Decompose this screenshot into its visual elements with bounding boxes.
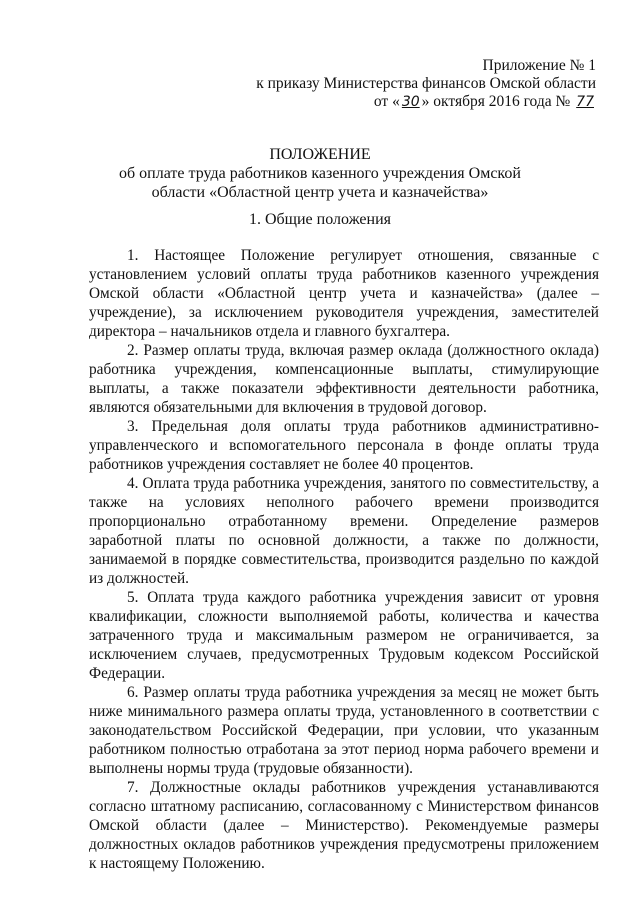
paragraph-5: 5. Оплата труда каждого работника учреждения зависит от уровня квалификации, сложности выполняемой работы, количества и качества затраченного труда и максимальным размером не ограничивается, за исключением случаев, предусмотренных Трудовым кодексом Российской Федерации. xyxy=(89,589,599,682)
appendix-header xyxy=(256,57,596,111)
paragraph-1: 1. Настоящее Положение регулирует отношения, связанные с установлением условий оплаты труда работников казенного учреждения Омской области «Областной центр учета и казначейства» (далее – учреждение), за исключением руководителя учреждения, заместителей директора – начальников отдела и главного бухгалтера. xyxy=(89,247,599,340)
paragraph-7: 7. Должностные оклады работников учреждения устанавливаются согласно штатному расписанию, согласованному с Министерством финансов Омской области (далее – Министерство). Рекомендуемые размеры должностных окладов работников учреждения предусмотрены приложением к настоящему Положению. xyxy=(89,779,599,872)
paragraph-6: 6. Размер оплаты труда работника учреждения за месяц не может быть ниже минимального размера оплаты труда, установленного в соответствии с законодательством Российской Федерации, при условии, что указанным работником полностью отработана за этот период норма рабочего времени и выполнены нормы труда (трудовые обязанности). xyxy=(89,684,599,777)
handwritten-order-number: 77 xyxy=(576,94,594,110)
date-middle: » октября 2016 года № xyxy=(421,93,571,110)
document-title xyxy=(0,145,640,202)
paragraph-3: 3. Предельная доля оплаты труда работников административно-управленческого и вспомогательного персонала в фонде оплаты труда работников учреждения составляет не более 40 процентов. xyxy=(89,418,599,473)
appendix-line-1: Приложение № 1 xyxy=(482,57,596,74)
document-body xyxy=(89,246,599,873)
paragraph-2: 2. Размер оплаты труда, включая размер оклада (должностного оклада) работника учреждения, компенсационные выплаты, стимулирующие выплаты, а также показатели эффективности деятельности работника, являются обязательными для включения в трудовой договор. xyxy=(89,342,599,416)
title-line-1: ПОЛОЖЕНИЕ xyxy=(269,146,371,163)
title-line-3: области «Областной центр учета и казначейства» xyxy=(151,184,489,201)
appendix-line-2: к приказу Министерства финансов Омской области xyxy=(256,75,596,92)
appendix-date-line xyxy=(256,93,596,111)
paragraph-4: 4. Оплата труда работника учреждения, занятого по совместительству, а также на условиях неполного рабочего времени производится пропорционально отработанному времени. Определение размеров заработной платы по основной должности, а также по должности, занимаемой в порядке совместительства, производится раздельно по каждой из должностей. xyxy=(89,475,599,587)
section-heading: 1. Общие положения xyxy=(248,211,392,228)
title-line-2: об оплате труда работников казенного учреждения Омской xyxy=(119,165,521,182)
handwritten-day: 30 xyxy=(401,94,420,110)
date-prefix: от « xyxy=(373,93,400,110)
